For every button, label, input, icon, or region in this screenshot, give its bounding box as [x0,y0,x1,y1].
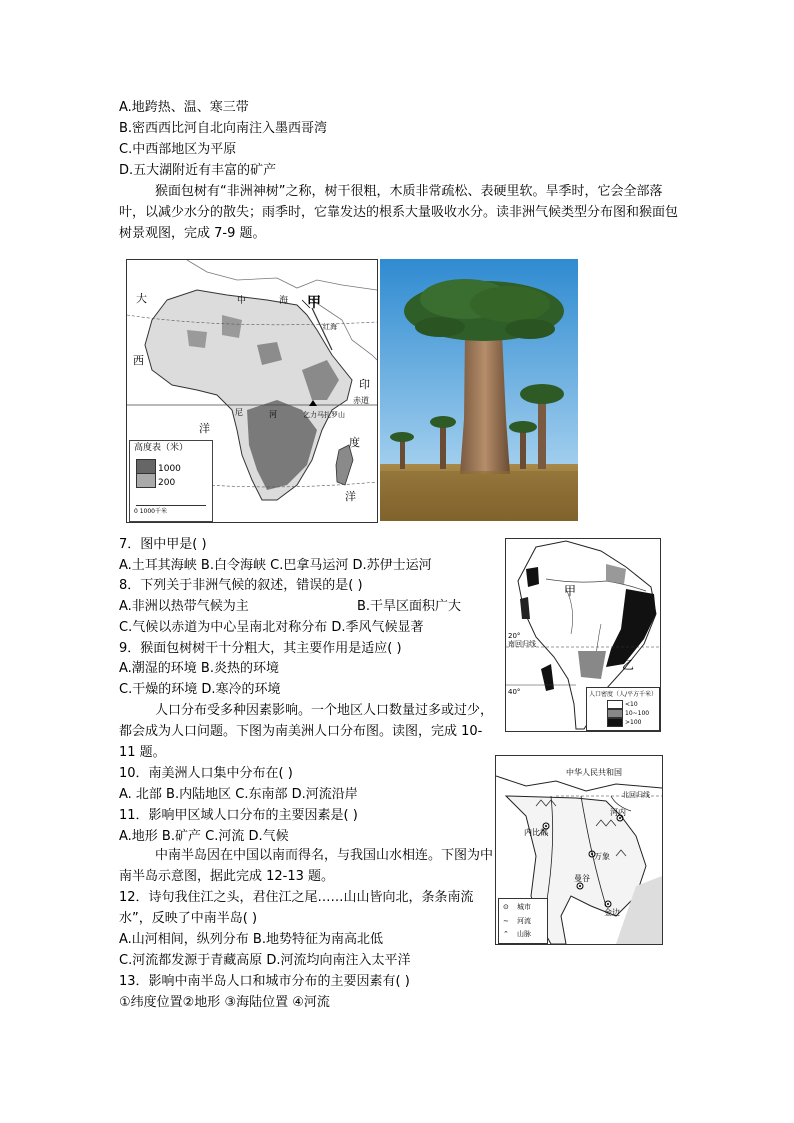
indo-legend-river: 河流 [517,917,531,925]
baobab-photo [380,259,578,521]
sa-legend-title: 人口密度（人/平方千米） [589,691,658,698]
label-kilimanjaro: 乞力马扎罗山 [303,411,345,419]
q12-stem-line1: 12．诗句我住江之头，君住江之尾……山山皆向北，条条南流 [119,890,474,905]
sa-legend-high: >100 [625,719,642,726]
q10-options: A. 北部 B.内陆地区 C.东南部 D.河流沿岸 [119,787,358,802]
intro-paragraph-indochina: 中南半岛因在中国以南而得名，与我国山水相连。下图为中南半岛示意图，据此完成 12-13 题。 [119,848,494,884]
indo-legend-city-icon: ⊙ [503,903,509,911]
q7-stem: 7．图中甲是( ) [119,537,207,552]
indo-legend-mountain: 山脉 [517,930,531,938]
indochina-map [495,755,663,945]
indo-legend-city: 城市 [517,903,531,911]
label-yang: 洋 [199,422,210,435]
sa-tropic-label: 南回归线 [508,640,536,648]
q11-options: A.地形 B.矿产 C.河流 D.气候 [119,829,289,844]
sa-label-yi: 乙 [622,658,635,672]
sa-lat-40: 40° [508,688,521,696]
indo-label-bangkok: 曼谷 [574,874,590,883]
indo-legend-river-icon: ∼ [503,917,509,925]
sa-legend-mid: 10~100 [625,710,650,717]
q8-option-a: A.非洲以热带气候为主 [119,599,249,614]
sa-legend-swatch-mid [607,709,623,718]
label-he: 河 [269,410,277,419]
sa-legend [586,687,660,731]
label-yin: 印 [359,378,370,391]
legend-value-200: 200 [158,478,176,488]
q7-options: A.土耳其海峡 B.白令海峡 C.巴拿马运河 D.苏伊士运河 [119,558,432,573]
south-america-map [505,538,661,732]
label-hai: 海 [279,296,289,306]
intro-paragraph-africa: 猴面包树有“非洲神树”之称，树干很粗，木质非常疏松、表硬里软。旱季时，它会全部落叶，以减少水分的散失；雨季时，它靠发达的根系大量吸收水分。读非洲气候类型分布图和猴面包树景观图，完成 7-9 题。 [119,184,679,241]
baobab-photo-graphic [380,259,578,521]
indo-label-naypyidaw: 内比都 [524,828,548,837]
sa-legend-swatch-low [607,700,623,709]
q12-options-ab: A.山河相间，纵列分布 B.地势特征为南高北低 [119,932,383,947]
label-yang-2: 洋 [345,490,356,503]
indo-label-hanoi: 河内 [610,808,626,817]
indo-label-vientiane: 万象 [594,852,610,861]
legend-value-1000: 1000 [158,464,181,474]
label-zhong: 中 [237,296,247,306]
africa-map [126,259,378,523]
sa-label-jia: 甲 [564,584,577,598]
q13-stem: 13．影响中南半岛人口和城市分布的主要因素有( ) [119,974,410,989]
q8-options-cd: C.气候以赤道为中心呈南北对称分布 D.季风气候显著 [119,620,424,635]
q11-stem: 11．影响甲区域人口分布的主要因素是( ) [119,808,358,823]
legend-title: 高度表（米） [134,443,189,453]
q9-options-cd: C.干燥的环境 D.寒冷的环境 [119,682,281,697]
label-nile: 尼 [235,408,243,417]
prev-option-b: B.密西西比河自北向南注入墨西哥湾 [119,121,328,136]
intro-paragraph-south-america: 人口分布受多种因素影响。一个地区人口数量过多或过少，都会成为人口问题。下图为南美洲人口分布图。读图，完成 10-11 题。 [119,703,494,760]
label-xi: 西 [133,354,144,367]
label-jia-strait: 甲 [307,295,321,311]
prev-option-c: C.中西部地区为平原 [119,142,237,157]
q13-options: ①纬度位置②地形 ③海陆位置 ④河流 [119,995,330,1010]
legend-swatch-high [136,459,156,474]
q8-stem: 8．下列关于非洲气候的叙述，错误的是( ) [119,578,363,593]
q12-stem-line2: 水”，反映了中南半岛( ) [119,911,258,926]
label-du: 度 [349,436,360,449]
q10-stem: 10．南美洲人口集中分布在( ) [119,766,293,781]
label-equator: 赤道 [353,396,369,405]
sa-legend-low: <10 [625,701,638,708]
indo-legend-mountain-icon: ⌃ [503,930,509,938]
scale-label: 0 1000千米 [134,508,167,515]
sa-lat-20: 20° [508,632,521,640]
scale-bar [136,505,206,506]
sa-legend-swatch-high [607,718,623,727]
q9-options-ab: A.潮湿的环境 B.炎热的环境 [119,661,279,676]
q9-stem: 9．猴面包树树干十分粗大，其主要作用是适应( ) [119,641,402,656]
africa-map-legend [129,440,213,522]
label-red-sea: 红海 [323,323,337,331]
indo-label-tropic: 北回归线 [622,791,650,799]
indo-legend [498,898,548,944]
q8-option-b: B.干旱区面积广大 [357,599,462,614]
q12-options-cd: C.河流都发源于青藏高原 D.河流均向南注入太平洋 [119,953,411,968]
prev-option-a: A.地跨热、温、寒三带 [119,100,249,115]
indo-label-china: 中华人民共和国 [566,768,622,777]
indo-label-phnom-penh: 金边 [604,908,620,917]
label-da: 大 [136,292,147,305]
prev-option-d: D.五大湖附近有丰富的矿产 [119,163,277,178]
legend-swatch-mid [136,473,156,488]
